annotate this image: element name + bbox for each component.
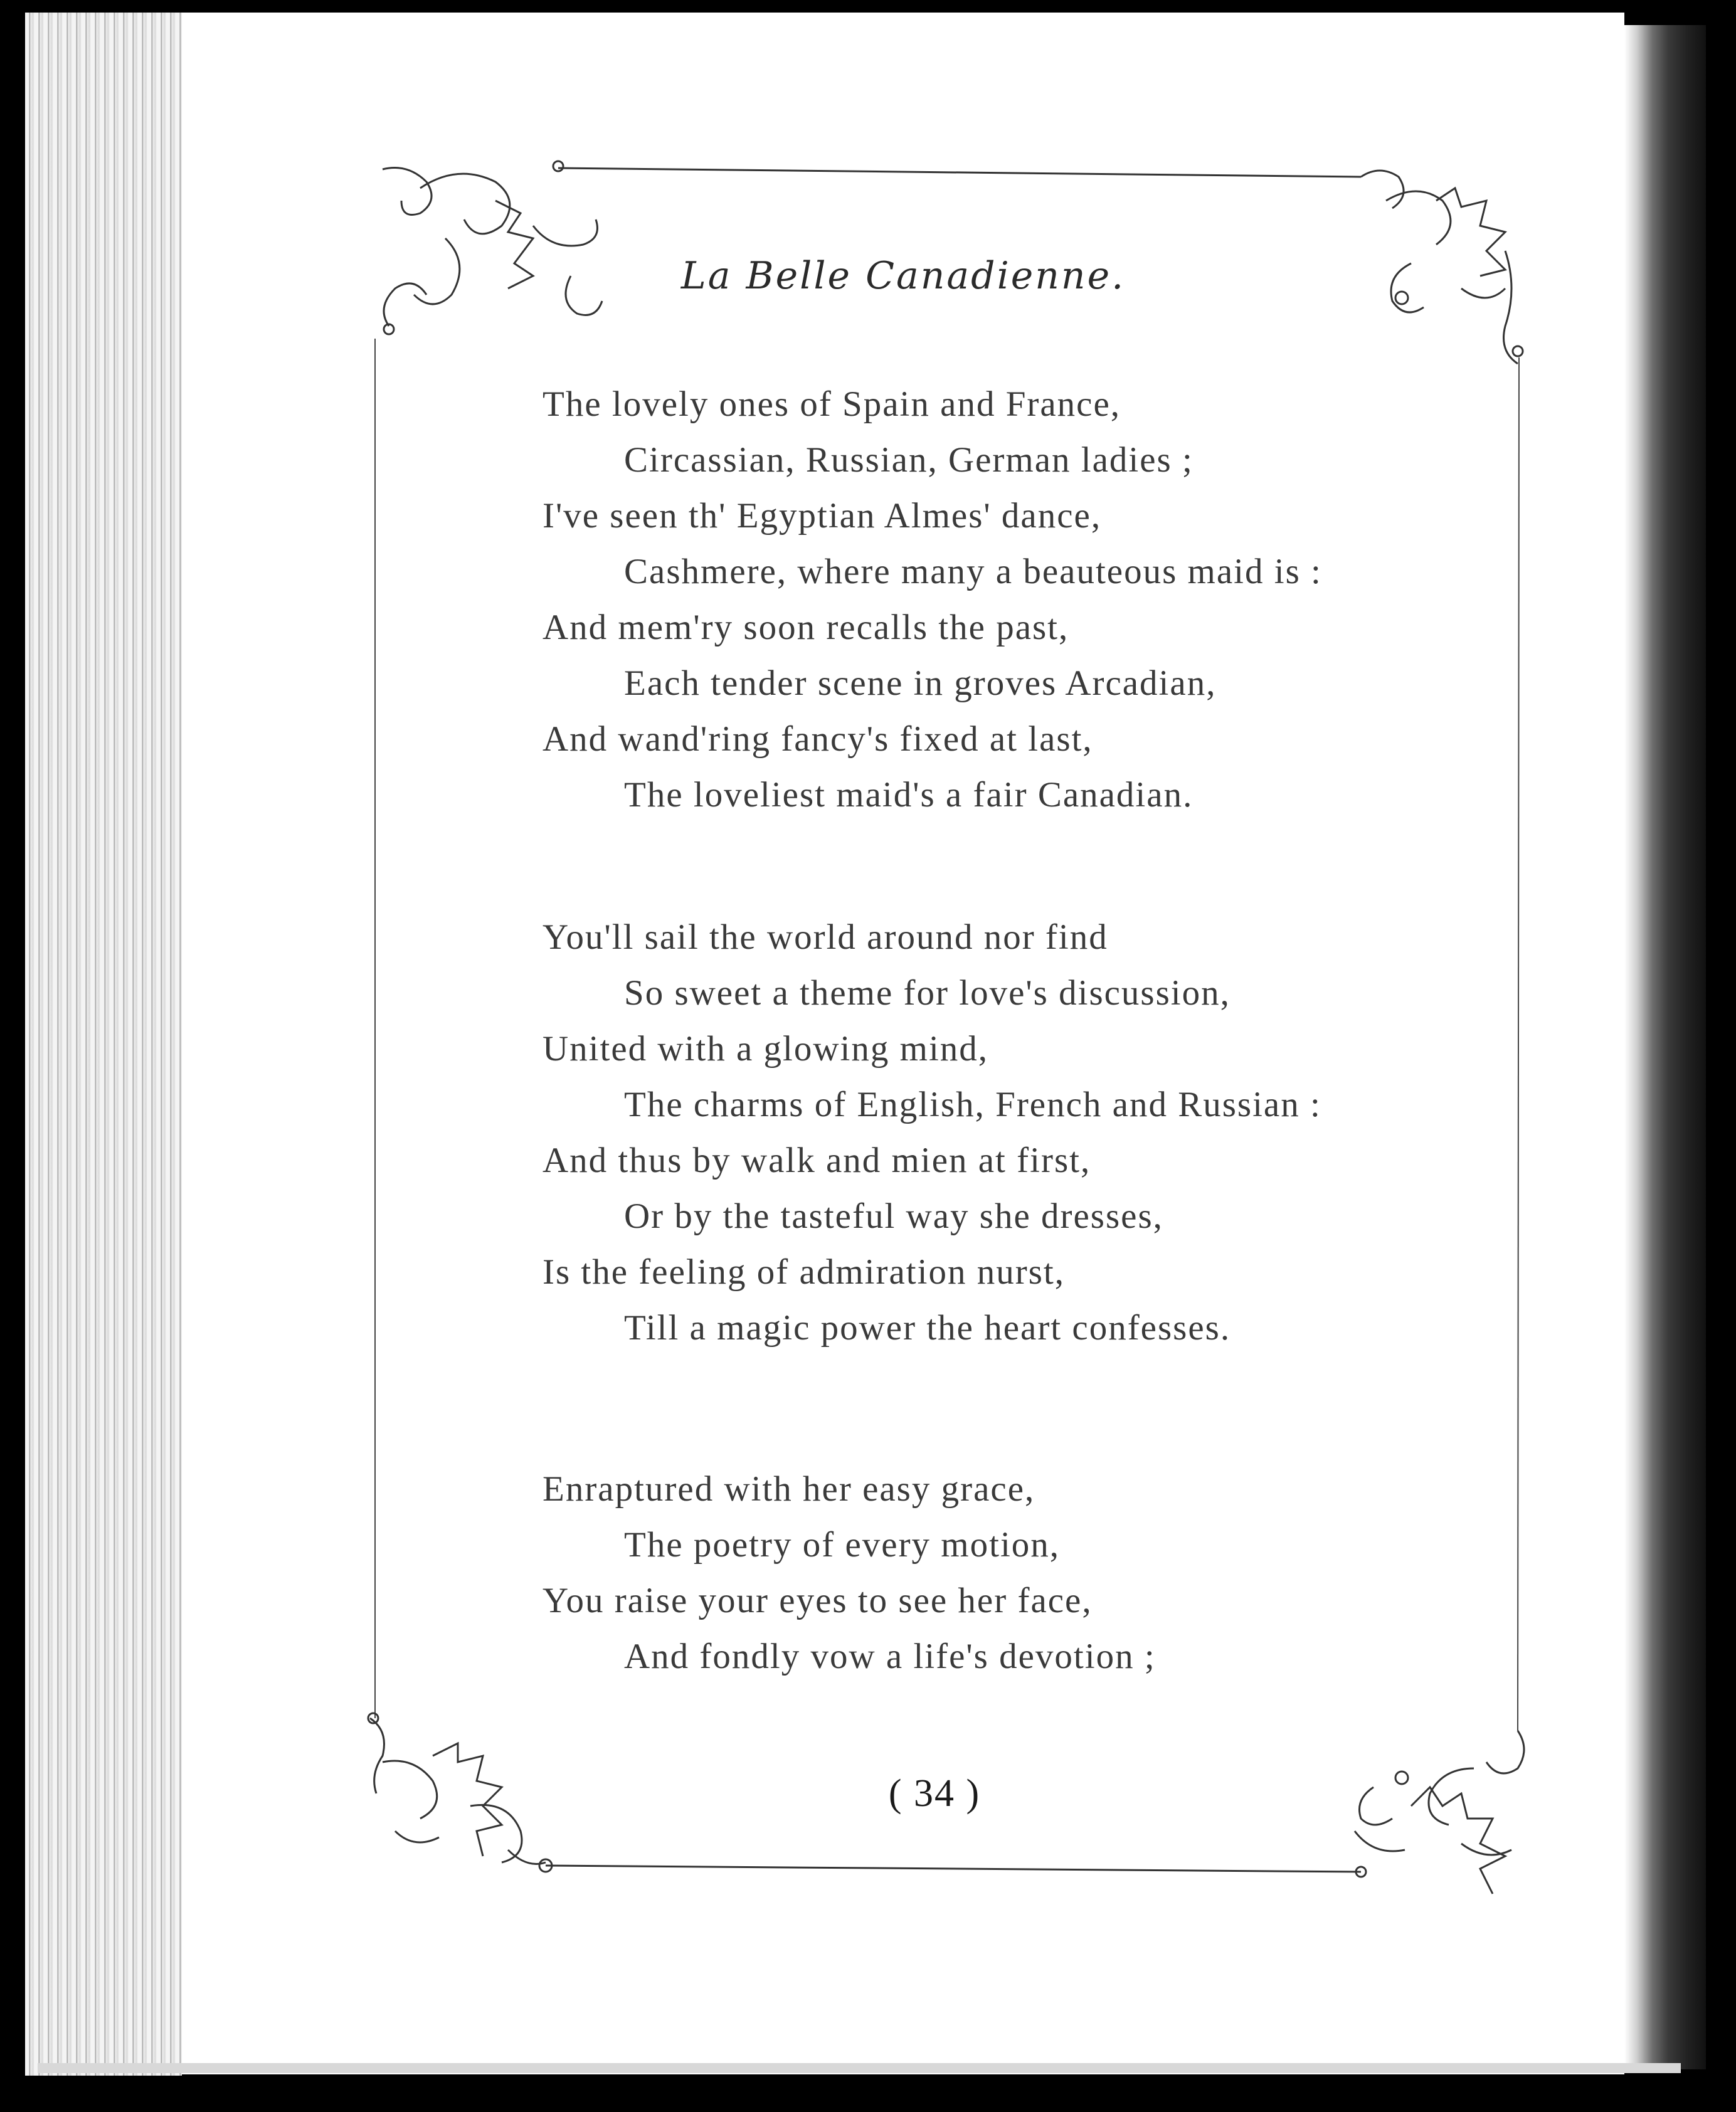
book-binding-edge (1624, 25, 1706, 2069)
verse-line: And mem'ry soon recalls the past, (542, 608, 1069, 647)
book-page-stack-edge (25, 13, 182, 2076)
verse-line: United with a glowing mind, (542, 1029, 989, 1069)
verse-line: And fondly vow a life's devotion ; (624, 1637, 1156, 1676)
verse-line: And thus by walk and mien at first, (542, 1141, 1091, 1180)
verse-line: Circassian, Russian, German ladies ; (624, 440, 1194, 480)
frame-right-rule (1518, 357, 1519, 1731)
verse-line: Or by the tasteful way she dresses, (624, 1196, 1163, 1236)
verse-line: Cashmere, where many a beauteous maid is : (624, 552, 1322, 591)
frame-bottom-rule (546, 1866, 1361, 1872)
page-number: ( 34 ) (888, 1772, 981, 1815)
verse-line: Is the feeling of admiration nurst, (542, 1252, 1065, 1292)
stanza (542, 909, 1421, 1356)
verse-line: The lovely ones of Spain and France, (542, 384, 1121, 424)
verse-line: I've seen th' Egyptian Almes' dance, (542, 496, 1102, 536)
verse-line: You'll sail the world around nor find (542, 917, 1108, 957)
verse-line: Each tender scene in groves Arcadian, (624, 663, 1217, 703)
stanza (542, 1461, 1421, 1684)
verse-line: Till a magic power the heart confesses. (624, 1308, 1231, 1348)
verse-line: So sweet a theme for love's discussion, (624, 973, 1231, 1013)
verse-line: The charms of English, French and Russian : (624, 1085, 1321, 1124)
stanza (542, 376, 1421, 823)
verse-line: The poetry of every motion, (624, 1525, 1061, 1565)
verse-line: You raise your eyes to see her face, (542, 1581, 1093, 1620)
verse-line: Enraptured with her easy grace, (542, 1469, 1035, 1509)
corner-ornament-top-left (383, 161, 602, 334)
verse-line: The loveliest maid's a fair Canadian. (624, 775, 1194, 815)
verse-line: And wand'ring fancy's fixed at last, (542, 719, 1093, 759)
poem-title: La Belle Canadienne. (680, 254, 1126, 298)
frame-top-rule (558, 168, 1361, 177)
